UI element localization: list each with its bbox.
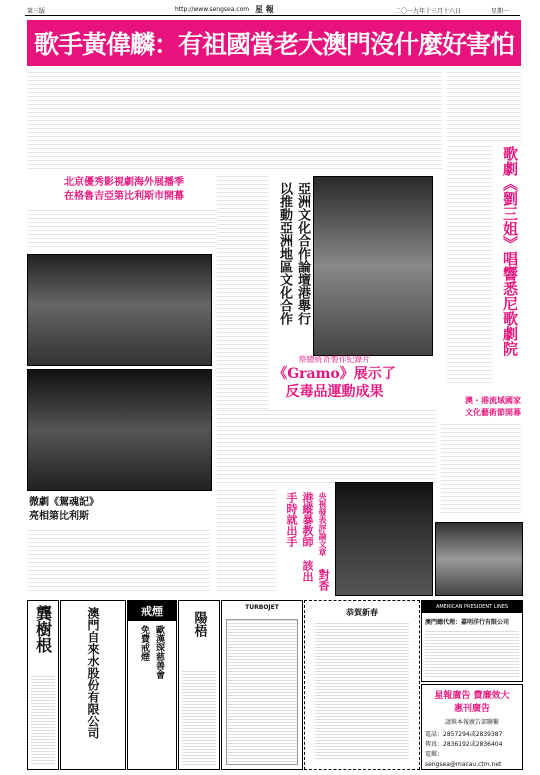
headline-line: 以推動亞洲地區文化合作	[277, 182, 292, 325]
ad-macau-water	[60, 600, 126, 770]
ad-quit-smoking	[127, 600, 177, 770]
headline-line: 亞洲文化合作論壇港舉行	[295, 182, 310, 325]
article-text-block	[447, 72, 521, 142]
ad-brand: 龔樹根	[33, 605, 53, 653]
article-text-block	[27, 72, 442, 170]
ad-yangwu	[178, 600, 220, 770]
news-body	[27, 72, 521, 594]
ad-company-name: 澳門自來水股份有限公司	[86, 607, 100, 739]
headline-line: 文化藝術節開幕	[465, 407, 521, 417]
pageant-photo	[27, 254, 212, 366]
headline-kicker: 蔡總統奇製作紀錄片	[298, 355, 371, 364]
ad-line: 歐漢琛慈善會	[154, 625, 164, 679]
headline-line: 北京優秀影視劇海外展播季	[64, 177, 184, 188]
ad-subtitle: 惠刊廣告	[453, 704, 490, 714]
ad-title: 星報廣告 費廉效大	[434, 691, 510, 701]
headline-line: 亮相第比利斯	[29, 511, 89, 522]
article-text-block	[447, 146, 493, 386]
ad-title: 恭賀新春	[346, 607, 378, 617]
ad-gong-shugen	[27, 600, 59, 770]
article-text-block	[27, 530, 210, 594]
headline-line: 對香港縱暴教師	[301, 492, 330, 591]
advertisement-section	[27, 600, 521, 768]
ad-brand: AMERICAN PRESIDENT LINES	[422, 601, 522, 613]
article-text-block	[441, 424, 521, 516]
ad-fax: 傳真：2836192或2836404	[425, 741, 503, 748]
opera-headline: 歌劇《劉三姐》唱響悉尼歌劇院	[501, 146, 519, 356]
paper-name: 星 報	[255, 5, 274, 14]
ad-email: 電郵：sengsea@macau.ctm.net	[425, 751, 502, 768]
gramo-headline	[227, 354, 442, 401]
page-header	[25, 4, 520, 16]
ad-turbojet	[221, 600, 303, 770]
headline-line: 反毒品運動成果	[285, 384, 384, 400]
ad-seng-sea-ads	[421, 684, 523, 770]
ad-agent: 澳門總代理：嘉明洋行有限公司	[425, 619, 510, 626]
ad-new-year-greeting	[304, 600, 420, 770]
asia-culture-headline	[271, 182, 311, 342]
issue-date: 二〇一九年十三月十六日	[395, 8, 462, 15]
article-text-block	[217, 410, 437, 485]
headline-kicker: 央視發表評論文章	[318, 492, 328, 556]
page-number: 第三版	[27, 8, 46, 15]
pageant-lineup-photo	[27, 369, 212, 491]
weekday: 星期一	[491, 8, 510, 15]
ad-phone: 電話：2857294或2839387	[425, 731, 503, 738]
ad-brand: 陽梧	[191, 611, 207, 637]
main-headline: 歌手黃偉麟：有祖國當老大澳門沒什麼好害怕	[27, 20, 521, 66]
headline-line: 《Gramo》展示了	[273, 366, 396, 382]
website: http://www.sengsea.com	[175, 6, 250, 13]
ad-brand: TURBOJET	[245, 604, 279, 611]
art-festival-headline	[441, 394, 521, 418]
article-text-block	[217, 176, 269, 446]
headline-line: 微劇《駕魂記》	[29, 497, 99, 508]
headline-line: 澳・港流域國家	[465, 395, 521, 405]
ad-note: 請與本報廣告部聯繫	[444, 719, 499, 726]
ad-line: 免費戒煙	[139, 625, 149, 661]
headline-line: 在格魯吉亞第比利斯市開幕	[64, 191, 184, 202]
ad-title: 戒煙	[128, 601, 176, 621]
tv-drama-headline	[29, 496, 129, 524]
culture-forum-photo	[313, 176, 433, 356]
headline-line: 該出手時就出手	[285, 492, 314, 582]
opera-stage-photo	[435, 522, 523, 596]
article-text-block	[217, 490, 277, 594]
stage-performance-photo	[335, 482, 433, 596]
ad-american-president-lines	[421, 600, 523, 682]
teacher-headline	[281, 492, 331, 592]
article-text-block	[27, 210, 217, 250]
film-festival-headline	[29, 176, 219, 206]
